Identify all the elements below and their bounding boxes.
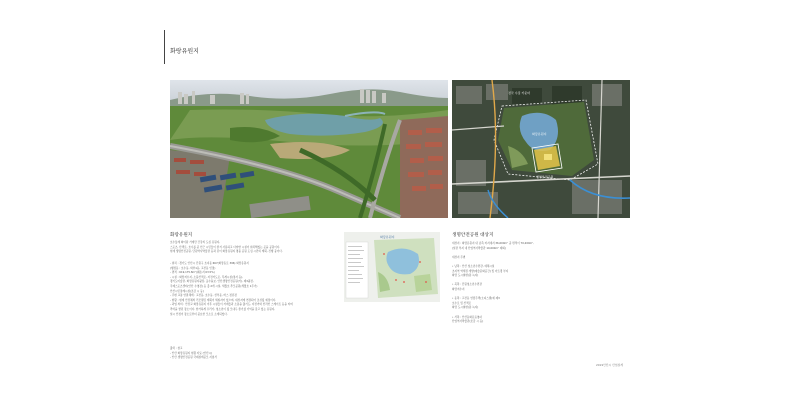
park-layout-graphic [344, 232, 440, 302]
intro-line: 호수둘레 화이란 가재만 건강의 도심 유원지, [170, 241, 221, 244]
right-line: 초지역 역세권 개발(예술문화공간) 및 아트경 부지 [452, 269, 509, 273]
bullet-line: (행정동 : 호수동, 와부1동, 고잔동 인접) [170, 266, 216, 270]
right-line: 대상지 : 화랑유원지 내 남측 저지대지 36,000m² 중 면적이 70,200m², [452, 242, 535, 245]
bullet-line: - 주변 교통 연결체계 : 고잔동, 호수동, 선부동, 버스 정류장 [170, 294, 237, 298]
right-line: 화랑 도시철변(통 녹지) [452, 274, 479, 278]
right-line: • 남쪽 : 안산 청소년수련관, 예체시설 [452, 264, 495, 268]
bullet-line: 일시 안정이 장소로부터 중요한 모소로 소개되었다. [170, 312, 228, 316]
site-map-graphic [452, 80, 630, 218]
right-line: • 동쪽 : 고잔동 연립주택(오피스텔)예 제3 [452, 297, 500, 301]
bullet-line: - 과업 의의 : 안전교 화랑유원지 이후 시설들이 거래들과 소통을 출기도, 자전거와 인라인 스케이트 등을 타며 [170, 303, 293, 307]
aerial-photo [170, 80, 448, 218]
aerial-photo-graphic [170, 80, 448, 218]
left-intro [170, 241, 283, 255]
right-line: (일관 부지 내 산업역사박물관 10,000m² 제외) [452, 246, 506, 250]
map-label-site: 생명안전공원 [536, 175, 554, 179]
right-line: 화랑저수지 [452, 287, 465, 291]
bullet-line: 안산시민장례시설(조감 시 등) [170, 289, 204, 293]
intro-line: 현재 생명안전공원, 단원역사박물관 등과 같이 화랑유원지 명품 공원 도심 시민의 계획, 진행 중이다. [170, 250, 283, 254]
title-divider [164, 30, 165, 64]
left-bullets [170, 262, 293, 317]
footer-brand: 2019안산시 산업설계 [596, 363, 623, 367]
bullet-line: 경기도미술관, 화랑유원지광장, 옷수돌보, 안산생명안전공원(가), 제3광장, [170, 280, 254, 284]
intro-line: 스포츠, 산책로, 호수를 중 인근 시민들이 즐겨 사용하고 다양한 시설이 위치해있는 곳을 공원이다. [170, 245, 281, 249]
right-lines [452, 242, 534, 325]
right-line: 대상지 주변 [452, 255, 466, 259]
right-line: 산업역사박물관(조감 시 등) [452, 320, 484, 324]
footer-note: - 안산 화랑유원지 현황 자료 (안산시) [170, 351, 213, 355]
bullet-line: - 시설 : 화랑저수지, 소풍산책로, 자전거도로, 후게시설(정자 등), [170, 275, 244, 279]
right-line: • 북쪽 : 단원청소년수련관 [452, 283, 482, 287]
bullet-line: 추억을 쌓던 장소이다. 한가하게 우리가, 청소년이 될 모내두 즐기셨 기억을 갖고 있는 유원지, [170, 307, 276, 311]
right-section-title: 생명안전공원 대상지 [452, 233, 494, 238]
park-layout-map [344, 232, 440, 302]
site-map [452, 80, 630, 218]
right-line: • 서쪽 : 안산동화유료영파 [452, 315, 482, 319]
map-label-park: 화랑유원지 [532, 132, 547, 136]
footer-notes [170, 347, 217, 361]
inset-title: 화랑유원지 [380, 235, 395, 239]
bullet-line: 국제스포츠센터(안산 수영장) 등 총 2개 시설, 세월호 추모공원(세월호 1주기) [170, 284, 258, 288]
right-line: 화랑 도시철변(통 녹지) [452, 306, 479, 310]
bullet-line: - 면적 : 619,175.8m²(훼손지 63.5%) [170, 271, 215, 275]
footer-note: - 안산 생명안전공원 국제설계공모 지침서 [170, 356, 217, 360]
bullet-line: - 현황 : 현재 안전체의 리모델링 계획이 세워지어 있으며, 대상지에 연결되어 조성될 예정이다. [170, 298, 277, 302]
right-line: 호수로 및 산책로 [452, 301, 472, 305]
left-section-title: 화랑유원지 [170, 233, 193, 238]
bullet-line: - 위치 : 경기도 안산시 단원구 초지동 667(화랑동로 396) 화랑유원지 [170, 262, 249, 265]
map-label-1: 전국 수집 카운터 [508, 91, 531, 95]
page-title: 화랑유원지 [170, 48, 199, 55]
footer-note: 출처 : 참고 [170, 347, 183, 350]
